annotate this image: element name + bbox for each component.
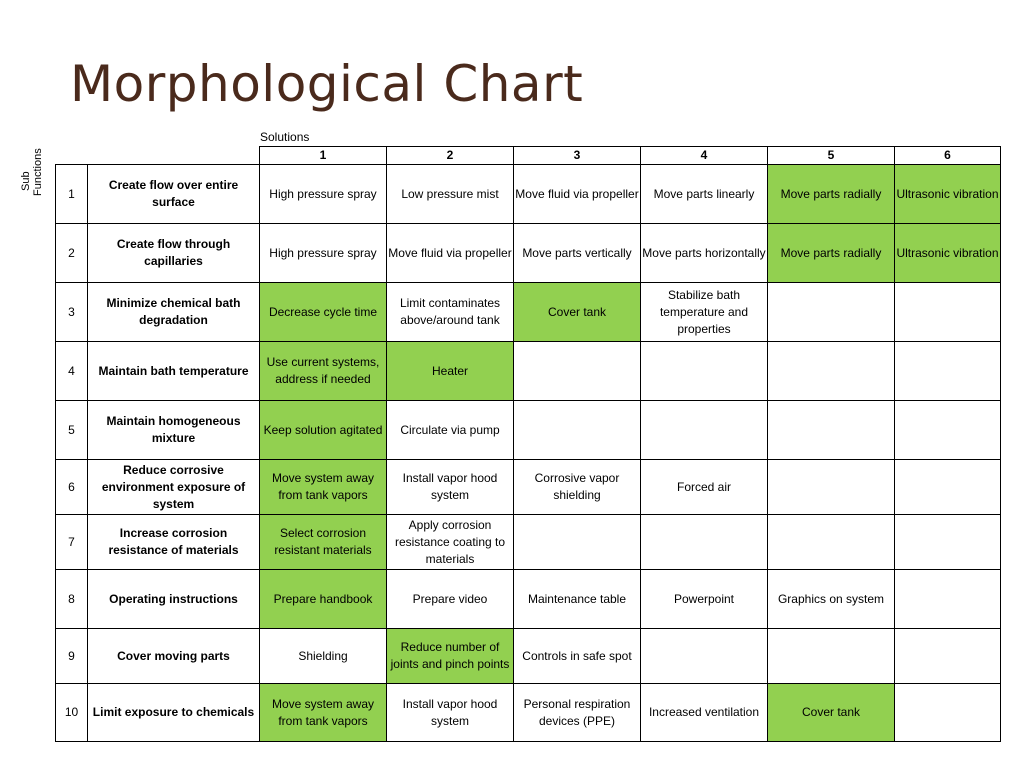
solution-cell-selected: Move parts radially (768, 165, 895, 224)
page-title: Morphological Chart (70, 55, 584, 113)
column-header: 1 (260, 147, 387, 165)
solution-cell: Install vapor hood system (387, 684, 514, 742)
row-number: 2 (56, 224, 88, 283)
solution-cell (895, 283, 1001, 342)
solution-cell (768, 460, 895, 515)
sub-function-cell: Maintain bath temperature (88, 342, 260, 401)
row-number: 4 (56, 342, 88, 401)
solution-cell (641, 342, 768, 401)
sub-function-cell: Create flow through capillaries (88, 224, 260, 283)
table-row (56, 570, 1001, 629)
solution-cell (895, 460, 1001, 515)
solution-cell: Circulate via pump (387, 401, 514, 460)
solution-cell: Move parts linearly (641, 165, 768, 224)
table-row (56, 283, 1001, 342)
solution-cell-selected: Ultrasonic vibration (895, 165, 1001, 224)
sub-function-cell: Cover moving parts (88, 629, 260, 684)
solution-cell-selected: Reduce number of joints and pinch points (387, 629, 514, 684)
solution-cell: Limit contaminates above/around tank (387, 283, 514, 342)
row-number: 9 (56, 629, 88, 684)
solution-cell: High pressure spray (260, 224, 387, 283)
solution-cell: Personal respiration devices (PPE) (514, 684, 641, 742)
morphological-table (55, 146, 1001, 742)
solution-cell: Graphics on system (768, 570, 895, 629)
header-spacer (88, 147, 260, 165)
solution-cell: Apply corrosion resistance coating to materials (387, 515, 514, 570)
row-number: 1 (56, 165, 88, 224)
column-header: 4 (641, 147, 768, 165)
solution-cell-selected: Move parts radially (768, 224, 895, 283)
solution-cell: Move fluid via propeller (387, 224, 514, 283)
solution-cell: Shielding (260, 629, 387, 684)
row-number: 8 (56, 570, 88, 629)
row-number: 5 (56, 401, 88, 460)
solution-cell (768, 515, 895, 570)
solution-cell: Forced air (641, 460, 768, 515)
solution-cell: Install vapor hood system (387, 460, 514, 515)
sub-function-cell: Limit exposure to chemicals (88, 684, 260, 742)
solution-cell-selected: Use current systems, address if needed (260, 342, 387, 401)
solution-cell (768, 283, 895, 342)
solution-cell-selected: Move system away from tank vapors (260, 684, 387, 742)
solution-cell: Move fluid via propeller (514, 165, 641, 224)
row-number: 6 (56, 460, 88, 515)
solution-cell (641, 515, 768, 570)
solution-cell (895, 629, 1001, 684)
solution-cell (895, 342, 1001, 401)
header-spacer (56, 147, 88, 165)
solution-cell (895, 515, 1001, 570)
solution-cell (768, 401, 895, 460)
column-header: 6 (895, 147, 1001, 165)
solution-cell: Controls in safe spot (514, 629, 641, 684)
solution-cell-selected: Prepare handbook (260, 570, 387, 629)
solution-cell: High pressure spray (260, 165, 387, 224)
sub-function-cell: Operating instructions (88, 570, 260, 629)
sub-function-cell: Increase corrosion resistance of materials (88, 515, 260, 570)
sub-functions-label-line2: Functions (32, 148, 44, 196)
solution-cell: Prepare video (387, 570, 514, 629)
solution-cell (514, 401, 641, 460)
solution-cell-selected: Decrease cycle time (260, 283, 387, 342)
row-number: 10 (56, 684, 88, 742)
solution-cell-selected: Ultrasonic vibration (895, 224, 1001, 283)
solution-cell (641, 401, 768, 460)
solution-cell: Move parts vertically (514, 224, 641, 283)
solution-cell-selected: Heater (387, 342, 514, 401)
sub-function-cell: Reduce corrosive environment exposure of system (88, 460, 260, 515)
solution-cell: Increased ventilation (641, 684, 768, 742)
column-header-row (56, 147, 1001, 165)
solution-cell (768, 629, 895, 684)
table-row (56, 224, 1001, 283)
table-row (56, 165, 1001, 224)
solution-cell (514, 342, 641, 401)
row-number: 3 (56, 283, 88, 342)
solution-cell (895, 684, 1001, 742)
solution-cell-selected: Move system away from tank vapors (260, 460, 387, 515)
sub-functions-label-line1: Sub (20, 171, 32, 191)
solution-cell: Maintenance table (514, 570, 641, 629)
column-header: 3 (514, 147, 641, 165)
table-row (56, 460, 1001, 515)
solutions-label: Solutions (260, 130, 310, 144)
table-row (56, 515, 1001, 570)
column-header: 5 (768, 147, 895, 165)
solution-cell: Move parts horizontally (641, 224, 768, 283)
solution-cell (514, 515, 641, 570)
solution-cell-selected: Cover tank (768, 684, 895, 742)
solution-cell (641, 629, 768, 684)
solution-cell: Stabilize bath temperature and properties (641, 283, 768, 342)
sub-function-cell: Maintain homogeneous mixture (88, 401, 260, 460)
column-header: 2 (387, 147, 514, 165)
solution-cell-selected: Cover tank (514, 283, 641, 342)
solution-cell (895, 570, 1001, 629)
sub-functions-label (20, 148, 52, 196)
table-row (56, 342, 1001, 401)
solution-cell (895, 401, 1001, 460)
solution-cell-selected: Keep solution agitated (260, 401, 387, 460)
solution-cell-selected: Select corrosion resistant materials (260, 515, 387, 570)
solution-cell: Powerpoint (641, 570, 768, 629)
row-number: 7 (56, 515, 88, 570)
table-row (56, 684, 1001, 742)
solution-cell: Corrosive vapor shielding (514, 460, 641, 515)
table-row (56, 401, 1001, 460)
table-row (56, 629, 1001, 684)
solution-cell: Low pressure mist (387, 165, 514, 224)
solution-cell (768, 342, 895, 401)
sub-function-cell: Minimize chemical bath degradation (88, 283, 260, 342)
sub-function-cell: Create flow over entire surface (88, 165, 260, 224)
